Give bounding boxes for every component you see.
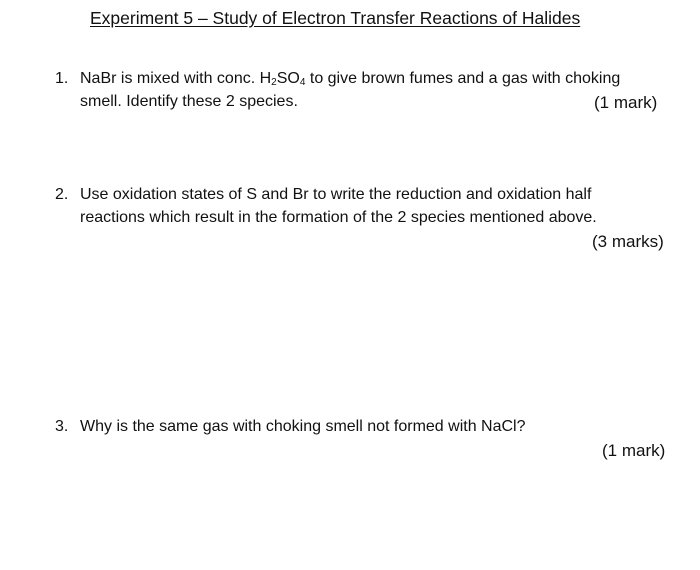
question-text-line-1: Why is the same gas with choking smell not formed with NaCl? [80,418,526,435]
question-number: 2. [55,186,69,203]
question-number: 1. [55,70,69,87]
marks-label: (1 mark) [602,441,666,460]
question-text-line-1: Use oxidation states of S and Br to write the reduction and oxidation half [80,186,592,203]
subscript: 4 [299,77,306,88]
page-title: Experiment 5 – Study of Electron Transfer Reactions of Halides [90,8,581,28]
marks-label: (3 marks) [592,232,664,251]
subscript: 2 [271,77,277,88]
marks-label: (1 mark) [594,93,658,112]
question-text-line-1: NaBr is mixed with conc. $H_2SO_4$ to give brown fumes and a gas with choking [80,70,621,88]
question-text-line-2: smell. Identify these 2 species. [80,93,298,110]
question-text-line-2: reactions which result in the formation of the 2 species mentioned above. [80,209,597,226]
question-number: 3. [55,418,69,435]
